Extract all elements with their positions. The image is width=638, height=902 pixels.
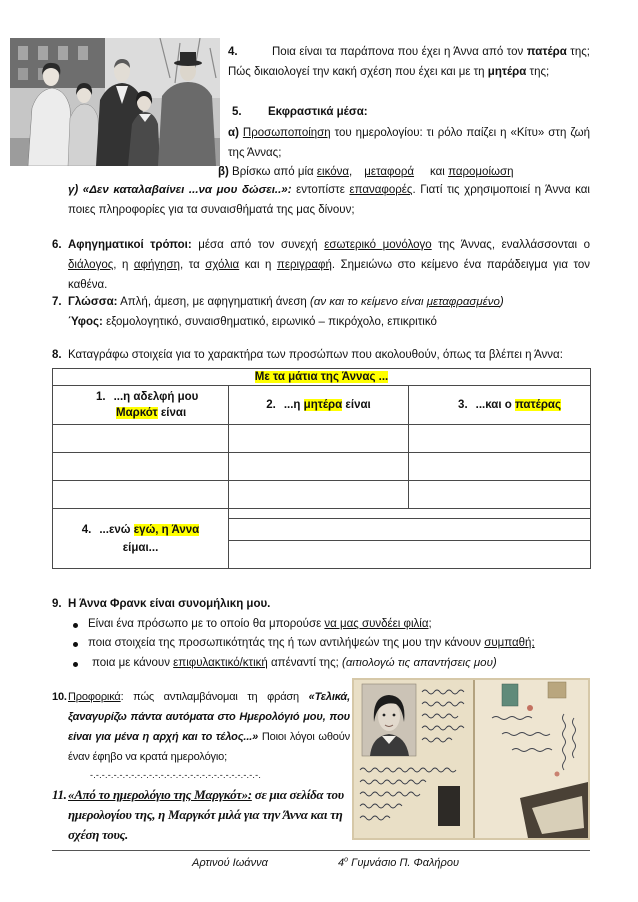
cell-number: 4. — [81, 523, 92, 536]
question-5-heading — [228, 102, 590, 122]
term-inner-monologue: εσωτερικό μονόλογο — [324, 239, 432, 251]
question-5b — [218, 162, 590, 182]
subitem-text: εντοπίστε — [291, 184, 350, 196]
table-cell[interactable] — [409, 453, 591, 481]
term-image: εικόνα — [316, 166, 349, 178]
question-number: 9. — [52, 598, 62, 610]
table-cell-father — [409, 386, 591, 425]
cell-text: είναι — [342, 399, 371, 411]
question-text: : πώς αντιλαμβάνομαι τη φράση — [120, 691, 309, 703]
question-number: 11. — [52, 787, 67, 802]
table-row — [53, 453, 591, 481]
question-number: 8. — [52, 349, 62, 361]
note-text: (αν και το κείμενο είναι — [310, 296, 427, 308]
list-text: απέναντί της; — [267, 656, 343, 669]
footer-rule — [52, 850, 590, 851]
cell-text: ...η αδελφή μου — [113, 391, 199, 403]
question-10 — [52, 687, 350, 767]
question-label: Προφορικά — [68, 691, 121, 703]
style-line — [68, 312, 590, 332]
question-text: μέσα από τον συνεχή — [191, 239, 325, 251]
question-text: σε μια σελίδα του ημερολογίου της, η Μαργκότ μιλά για την Άννα και τη σχέση τους. — [68, 787, 344, 842]
subitem-text: , — [349, 166, 353, 178]
question-4 — [228, 42, 590, 82]
question-text: της; Πώς δικαιολογεί την κακή σχέση που έχει και με τη — [228, 46, 590, 78]
list-text: Είναι ένα πρόσωπο με το οποίο θα μπορούσε — [88, 617, 325, 630]
diary-photo — [352, 678, 590, 840]
cell-number: 2. — [266, 399, 276, 411]
subitem-text: . Γιατί τις χρησιμοποιεί η Άννα και ποιες πληροφορίες για τα συναισθήματά της μας δίνουν; — [68, 184, 590, 216]
table-cell-anne — [53, 509, 229, 569]
question-text: Ποιοι λόγοι ωθούν έναν έφηβο να κρατά ημερολόγιο; — [68, 731, 350, 763]
cell-highlight: μητέρα — [303, 399, 343, 411]
list-item — [52, 634, 590, 654]
school-number: 4 — [338, 857, 345, 869]
list-text: ; — [428, 617, 432, 630]
term-comments: σχόλια — [205, 259, 240, 271]
subitem-label: α) — [228, 127, 239, 139]
table-row — [53, 425, 591, 453]
table-cell[interactable] — [53, 481, 229, 509]
table-row — [53, 386, 591, 425]
table-row — [53, 509, 591, 519]
separator: -.-.-.-.-.-.-.-.-.-.-.-.-.-.-.-.-.-.-.-.-.-.-.-.-.-.-.-.-. — [90, 770, 262, 780]
table-cell[interactable] — [409, 425, 591, 453]
cell-number: 3. — [458, 399, 468, 411]
list-text: ποια στοιχεία της προσωπικότητάς της ή των αντιλήψεών της μου την κάνουν — [88, 637, 485, 649]
question-label: Γλώσσα: — [68, 296, 118, 308]
term-translated: μεταφρασμένο — [426, 296, 500, 308]
style-text: εξομολογητικό, συναισθηματικό, ειρωνικό – πικρόχολο, επικριτικό — [102, 316, 437, 328]
question-heading — [52, 595, 590, 615]
characters-table — [52, 368, 591, 569]
question-number: 7. — [52, 296, 62, 308]
question-5a — [228, 123, 590, 163]
term-metaphor: μεταφορά — [364, 166, 415, 178]
bullet-icon — [73, 662, 78, 667]
diary-image — [352, 678, 590, 840]
table-cell[interactable] — [409, 481, 591, 509]
question-7 — [52, 292, 590, 332]
question-text: και η — [239, 259, 277, 271]
cell-text: είμαι... — [122, 541, 159, 554]
school-ordinal: ο — [344, 856, 349, 864]
list-note: (αιτιολογώ τις απαντήσεις μου) — [342, 656, 497, 669]
subitem-label: β) — [218, 166, 229, 178]
list-underline: επιφυλακτικό/κτική — [173, 656, 268, 669]
term-dialogue: διάλογος — [68, 259, 114, 271]
school-name: Γυμνάσιο Π. Φαλήρου — [348, 857, 460, 869]
note-text: ) — [499, 296, 504, 308]
question-number: 6. — [52, 239, 62, 251]
table-cell[interactable] — [229, 481, 409, 509]
subitem-text: και — [430, 166, 445, 178]
question-text: Απλή, άμεση, με αφηγηματική άνεση — [117, 296, 311, 308]
cell-highlight: πατέρας — [514, 399, 561, 411]
table-header-cell — [53, 369, 591, 386]
question-number: 4. — [228, 46, 238, 58]
list-underline: να μας συνδέει φιλία — [324, 617, 429, 630]
table-cell[interactable] — [229, 541, 591, 569]
bullet-icon — [73, 623, 78, 628]
table-cell[interactable] — [229, 509, 591, 519]
table-row — [53, 481, 591, 509]
footer-author: Αρτινού Ιωάννα — [192, 857, 268, 869]
cell-text: ...ενώ — [99, 523, 134, 536]
cell-text: ...και ο — [475, 399, 515, 411]
table-cell[interactable] — [229, 425, 409, 453]
list-text: ποια με κάνουν — [92, 656, 174, 669]
emphasis-mother: μητέρα — [487, 66, 527, 78]
cell-text: ...η — [283, 399, 304, 411]
list-item — [52, 615, 590, 635]
family-photo — [10, 38, 220, 166]
question-number: 10. — [52, 691, 67, 703]
cell-highlight: εγώ, η Άννα — [133, 523, 200, 536]
table-cell-sister — [53, 386, 229, 425]
table-cell[interactable] — [53, 425, 229, 453]
family-photo-image — [10, 38, 220, 166]
question-title: Η Άννα Φρανκ είναι συνομήλικη μου. — [68, 598, 271, 610]
question-text: Καταγράφω στοιχεία για το χαρακτήρα των προσώπων που ακολουθούν, όπως τα βλέπει η Άννα: — [68, 349, 563, 361]
question-label: Αφηγηματικοί τρόποι: — [68, 239, 192, 251]
question-label: «Από το ημερολόγιο της Μαργκότ»: — [68, 787, 252, 802]
question-9 — [52, 595, 590, 673]
cell-text: είναι — [157, 407, 187, 419]
table-cell[interactable] — [229, 519, 591, 541]
bullet-icon — [73, 642, 78, 647]
cell-line — [53, 521, 228, 539]
cell-highlight: Μαρκότ — [116, 407, 158, 419]
question-text: της; — [526, 66, 550, 78]
term-description: περιγραφή — [276, 259, 332, 271]
question-6 — [52, 235, 590, 295]
question-8 — [52, 345, 590, 365]
question-text: . Σημειώνω στο κείμενο ένα παράδειγμα για τον καθένα. — [68, 259, 591, 291]
term-simile: παρομοίωση — [448, 166, 514, 178]
list-item — [52, 654, 590, 674]
term-repetitions: επαναφορές — [349, 184, 413, 196]
question-title: Εκφραστικά μέσα: — [268, 106, 368, 118]
table-cell[interactable] — [229, 453, 409, 481]
table-header-row — [53, 369, 591, 386]
question-11 — [52, 785, 350, 845]
question-text: της Άννας, εναλλάσσονται ο — [431, 239, 590, 251]
question-5c — [68, 180, 590, 220]
language-line — [68, 292, 590, 312]
style-label: Ύφος: — [68, 316, 103, 328]
question-text: Ποια είναι τα παράπονα που έχει η Άννα από τον — [272, 46, 527, 58]
subitem-text: Βρίσκω από μία — [228, 166, 317, 178]
footer-school — [338, 855, 459, 871]
diary-quote: «Τελικά, ξαναγυρίζω πάντα αυτόματα στο Ημερολόγιό μου, που είναι για μένα η αρχή και το τέλος...» — [68, 691, 350, 743]
subitem-label: γ) «Δεν καταλαβαίνει ...να μου δώσει..»: — [68, 184, 292, 196]
emphasis-father: πατέρα — [526, 46, 567, 58]
question-number: 5. — [232, 106, 242, 118]
cell-number: 1. — [96, 391, 106, 403]
list-underline: συμπαθή; — [484, 637, 535, 649]
subitem-text: του ημερολογίου: τι ρόλο παίζει η «Κίτυ» στη ζωή της Άννας; — [228, 127, 590, 159]
table-header: Με τα μάτια της Άννας ... — [254, 371, 389, 383]
table-cell[interactable] — [53, 453, 229, 481]
term-personification: Προσωποποίηση — [242, 127, 331, 139]
question-text: , τα — [180, 259, 206, 271]
table-cell-mother — [229, 386, 409, 425]
question-text: , η — [113, 259, 134, 271]
term-narration: αφήγηση — [133, 259, 180, 271]
